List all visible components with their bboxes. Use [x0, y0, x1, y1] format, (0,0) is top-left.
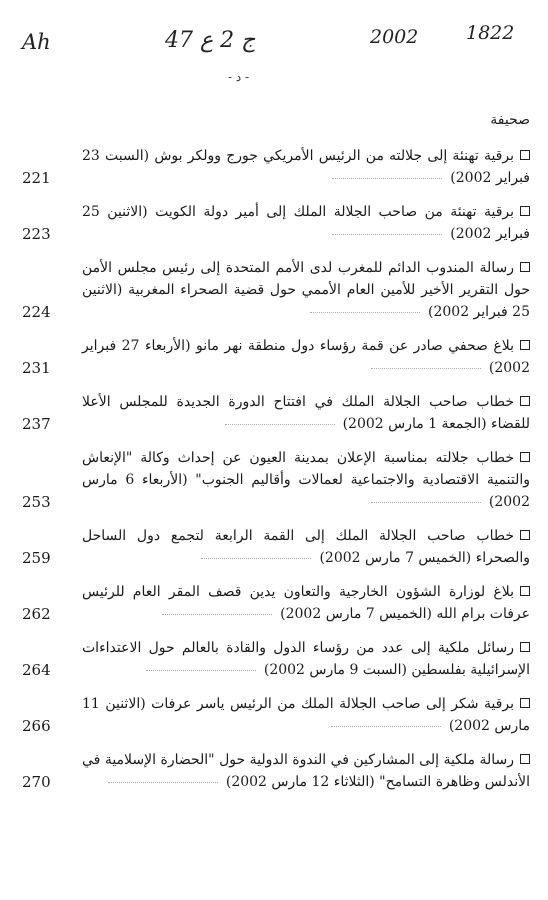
toc-entry-page: 231: [22, 359, 51, 377]
toc-entry-page: 270: [22, 773, 51, 791]
dot-leader: [332, 234, 442, 235]
checkbox-square-icon: [520, 150, 530, 160]
toc-entry-title: برقية تهنئة إلى جلالته من الرئيس الأمريكي جورج وولكر بوش: [154, 148, 514, 164]
toc-entry: [22, 335, 530, 379]
toc-entry-title: رسائل ملكية إلى عدد من رؤساء الدول والقادة بالعالم حول: [148, 640, 515, 656]
toc-entry: [22, 447, 530, 513]
dot-leader: [371, 502, 481, 503]
dot-leader: [310, 312, 420, 313]
toc-entry: [22, 257, 530, 323]
checkbox-square-icon: [520, 586, 530, 596]
toc-entry: [22, 145, 530, 189]
toc-entry-title: برقية شكر إلى صاحب الجلالة الملك من الرئيس ياسر عرفات (الاثنين: [105, 696, 515, 712]
toc-entry-date: الاعتداءات الإسرائيلية بفلسطين (السبت 9 مارس 2002): [82, 640, 530, 678]
toc-entry-date: 25 فبراير 2002): [82, 204, 530, 242]
toc-entry-date: 11 مارس 2002): [82, 696, 530, 734]
dot-leader: [331, 726, 441, 727]
toc-entry: [22, 581, 530, 625]
checkbox-square-icon: [520, 698, 530, 708]
toc-entry-page: 253: [22, 493, 51, 511]
toc-entry: [22, 637, 530, 681]
toc-entry-date: الإسلامية في الأندلس وظاهرة التسامح" (الثلاثاء 12 مارس 2002): [82, 752, 530, 790]
checkbox-square-icon: [520, 754, 530, 764]
toc-entry-page: 223: [22, 225, 51, 243]
checkbox-square-icon: [520, 396, 530, 406]
handwritten-year: 2002: [370, 26, 419, 48]
toc-entry-title: رسالة ملكية إلى المشاركين في الندوة الدولية حول "الحضارة: [160, 752, 515, 768]
toc-entry: [22, 391, 530, 435]
toc-entry-date: للقضاء (الجمعة 1 مارس 2002): [342, 416, 530, 432]
page-number: - د -: [228, 70, 250, 84]
checkbox-square-icon: [520, 452, 530, 462]
toc-entry-title: رسالة المندوب الدائم للمغرب لدى الأمم المتحدة إلى رئيس مجلس الأمن حول التقرير الأخير للأمين العام الأممي حول قضية الصحراء المغربية: [82, 260, 531, 298]
toc-entry-date: (الأربعاء 6 مارس 2002): [82, 472, 530, 510]
toc-entry-date: والصحراء (الخميس 7 مارس 2002): [319, 550, 530, 566]
dot-leader: [108, 782, 218, 783]
dot-leader: [371, 368, 481, 369]
dot-leader: [162, 614, 272, 615]
checkbox-square-icon: [520, 206, 530, 216]
toc-entry-title: خطاب جلالته بمناسبة الإعلان بمدينة العيون عن إحداث وكالة "الإنعاش والتنمية الاقتصادية والاجتماعية لعمالات وأقاليم الجنوب": [82, 450, 531, 488]
toc-entry-page: 264: [22, 661, 51, 679]
toc-entry-date: (السبت 23 فبراير 2002): [82, 148, 530, 186]
handwritten-number: 1822: [466, 22, 515, 44]
toc-entry-title: بلاغ صحفي صادر عن قمة رؤساء دول منطقة نهر مانو (الأربعاء 27: [121, 338, 515, 354]
toc-entry-date: (الاثنين 25 فبراير 2002): [82, 282, 530, 320]
toc-entry-page: 237: [22, 415, 51, 433]
toc-entry-title: برقية تهنئة من صاحب الجلالة الملك إلى أمير دولة الكويت (الاثنين: [107, 204, 515, 220]
page-column-header: صحيفة: [490, 112, 530, 128]
dot-leader: [225, 424, 335, 425]
toc-entry-title: بلاغ لوزارة الشؤون الخارجية والتعاون يدين قصف المقر العام للرئيس: [82, 584, 514, 600]
toc-entry-page: 262: [22, 605, 51, 623]
toc-entry-page: 266: [22, 717, 51, 735]
toc-entry: [22, 201, 530, 245]
toc-entry: [22, 693, 530, 737]
checkbox-square-icon: [520, 530, 530, 540]
toc-entry-page: 224: [22, 303, 51, 321]
toc-entry-date: عرفات برام الله (الخميس 7 مارس 2002): [280, 606, 530, 622]
checkbox-square-icon: [520, 642, 530, 652]
toc-entry-title: خطاب صاحب الجلالة الملك في افتتاح الدورة الجديدة للمجلس الأعلا: [82, 394, 514, 410]
toc-entry-page: 259: [22, 549, 51, 567]
toc-entry-page: 221: [22, 169, 51, 187]
toc-entry-date: فبراير 2002): [82, 338, 530, 376]
table-of-contents: [22, 145, 530, 805]
toc-entry-title: خطاب صاحب الجلالة الملك إلى القمة الرابعة لتجمع دول الساحل: [82, 528, 514, 544]
toc-entry: [22, 749, 530, 793]
checkbox-square-icon: [520, 262, 530, 272]
toc-entry: [22, 525, 530, 569]
checkbox-square-icon: [520, 340, 530, 350]
handwritten-note-left: Ah: [22, 30, 51, 54]
handwritten-volume-ref: ج 2 ع 47: [165, 28, 256, 53]
dot-leader: [146, 670, 256, 671]
dot-leader: [201, 558, 311, 559]
dot-leader: [332, 178, 442, 179]
